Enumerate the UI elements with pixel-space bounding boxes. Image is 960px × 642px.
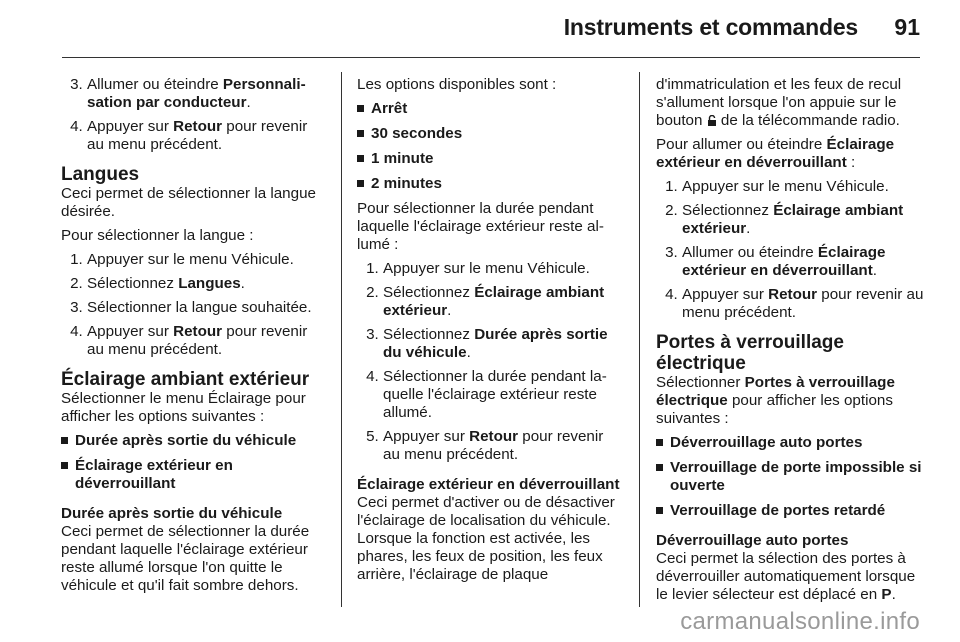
step-item: 4. Appuyer sur Retour pour revenir au menu précédent. [682,286,924,322]
section-heading-eclairage: Éclairage ambiant extérieur [61,369,310,390]
column-divider [639,72,640,607]
step-item: 3. Allumer ou éteindre Personnalisation par conducteur. [87,76,325,112]
option-item: Durée après sortie du véhicule [61,432,325,450]
options-list [61,432,325,493]
option-item: 1 minute [357,150,623,168]
option-item: Verrouillage de portes retardé [656,502,924,520]
step-item: 1. Appuyer sur le menu Véhicule. [87,251,325,269]
paragraph: Ceci permet la sélection des portes à déverrouiller automatiquement lorsque le levier sélecteur est déplacé en P. [656,550,916,603]
bullet-square-icon [656,464,663,471]
steps-list [61,251,325,359]
paragraph: Ceci permet de sélectionner la durée pendant laquelle l'éclairage extérieur reste allumé lorsque l'on quitte le véhicule et qu'il fait sombre dehors. [61,523,310,594]
paragraph: Pour allumer ou éteindre Éclairage extérieur en déverrouillant : [656,136,895,171]
step-item: 1. Appuyer sur le menu Véhicule. [383,260,623,278]
subheading: Durée après sortie du véhicule [61,505,283,522]
option-item: Arrêt [357,100,623,118]
bullet-square-icon [357,105,364,112]
options-list [656,434,924,520]
paragraph: Ceci permet de sélectionner la langue désirée. [61,185,316,220]
step-item: 4. Appuyer sur Retour pour revenir au menu précédent. [87,323,325,359]
step-item: 5. Appuyer sur Retour pour revenir au menu précédent. [383,428,623,464]
step-item: 3. Allumer ou éteindre Éclairage extérieur en déverrouillant. [682,244,924,280]
step-item: 4. Appuyer sur Retour pour revenir au menu précédent. [87,118,325,154]
column-1 [61,76,325,601]
steps-list [61,76,325,154]
page-number: 91 [894,14,920,40]
steps-list [357,260,623,464]
column-divider [341,72,342,607]
option-item: Déverrouillage auto portes [656,434,924,452]
bullet-square-icon [61,437,68,444]
option-item: 2 minutes [357,175,623,193]
subheading: Éclairage extérieur en déverrouillant [357,476,620,493]
option-item: Éclairage extérieur en déverrouillant [61,457,325,493]
step-item: 4. Sélectionner la durée pendant laquelle l'éclairage extérieur reste allumé. [383,368,623,422]
step-item: 3. Sélectionnez Durée après sortie du véhicule. [383,326,623,362]
paragraph: Les options disponibles sont : [357,76,557,93]
header-divider [62,57,920,58]
step-item: 1. Appuyer sur le menu Véhicule. [682,178,924,196]
paragraph: Ceci permet d'activer ou de désactiver l'éclairage de localisation du véhicule. Lorsque la fonction est activée, les phares, les feux de position, les feux arrière, l'éclairage de plaque [357,494,615,583]
unlock-icon [707,113,717,124]
bullet-square-icon [656,507,663,514]
step-item: 2. Sélectionnez Langues. [87,275,325,293]
page-title: Instruments et commandes [563,14,858,40]
section-heading-langues: Langues [61,164,140,185]
step-item: 3. Sélectionner la langue souhaitée. [87,299,325,317]
option-item: 30 secondes [357,125,623,143]
paragraph: Sélectionner Portes à verrouillage électrique pour afficher les options suivantes : [656,374,895,427]
bullet-square-icon [357,130,364,137]
options-list [357,100,623,193]
paragraph: Pour sélectionner la durée pendant laquelle l'éclairage extérieur reste allumé : [357,200,604,253]
column-2 [357,76,623,590]
step-item: 2. Sélectionnez Éclairage ambiant extérieur. [383,284,623,320]
step-item: 2. Sélectionnez Éclairage ambiant extérieur. [682,202,924,238]
option-item: Verrouillage de porte impossible si ouverte [656,459,924,495]
paragraph: d'immatriculation et les feux de recul s'allument lorsque l'on appuie sur le bouton de la télécommande radio. [656,76,902,129]
section-heading-portes: Portes à verrouillage électrique [656,332,844,374]
paragraph: Sélectionner le menu Éclairage pour afficher les options suivantes : [61,390,306,425]
column-3 [656,76,924,610]
subheading: Déverrouillage auto portes [656,532,849,549]
bullet-square-icon [656,439,663,446]
bullet-square-icon [61,462,68,469]
bullet-square-icon [357,180,364,187]
paragraph: Pour sélectionner la langue : [61,227,254,244]
watermark: carmanualsonline.info [680,608,920,635]
bullet-square-icon [357,155,364,162]
steps-list [656,178,924,322]
page-header [0,0,960,60]
